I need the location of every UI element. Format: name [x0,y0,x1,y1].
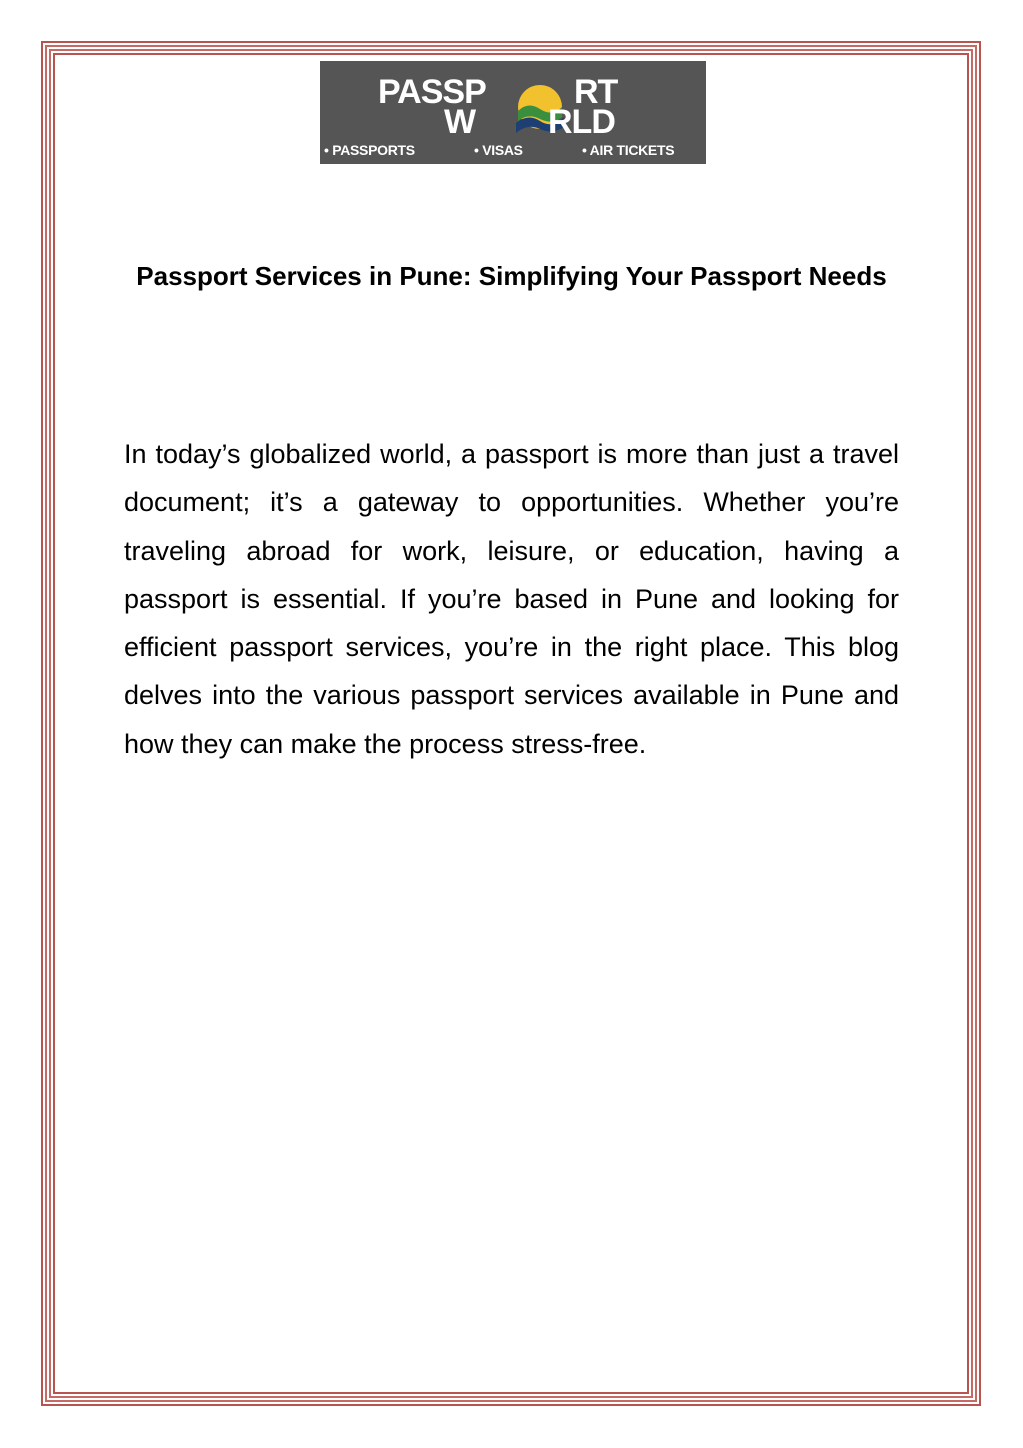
logo-tag-passports: • PASSPORTS [324,142,415,158]
logo-text-rld: RLD [548,103,615,141]
passport-world-logo [320,61,706,164]
logo-text-w: W [444,103,476,141]
logo-tag-air-tickets: • AIR TICKETS [582,142,675,158]
document-title: Passport Services in Pune: Simplifying Your Passport Needs [136,261,887,291]
intro-paragraph: In today’s globalized world, a passport is more than just a travel document; it’s a gateway to opportunities. Whether you’re traveling abroad for work, leisure, or education, having a passport is essential. If you’re based in Pune and looking for efficient passport services, you’re in the right place. This blog delves into the various passport services available in Pune and how they can make the process stress-free. [124,439,899,759]
logo-text-passp: PASSP [378,73,486,111]
logo-tagline [320,142,706,162]
logo-text-rt: RT [574,73,618,111]
logo-tag-visas: • VISAS [474,142,523,158]
